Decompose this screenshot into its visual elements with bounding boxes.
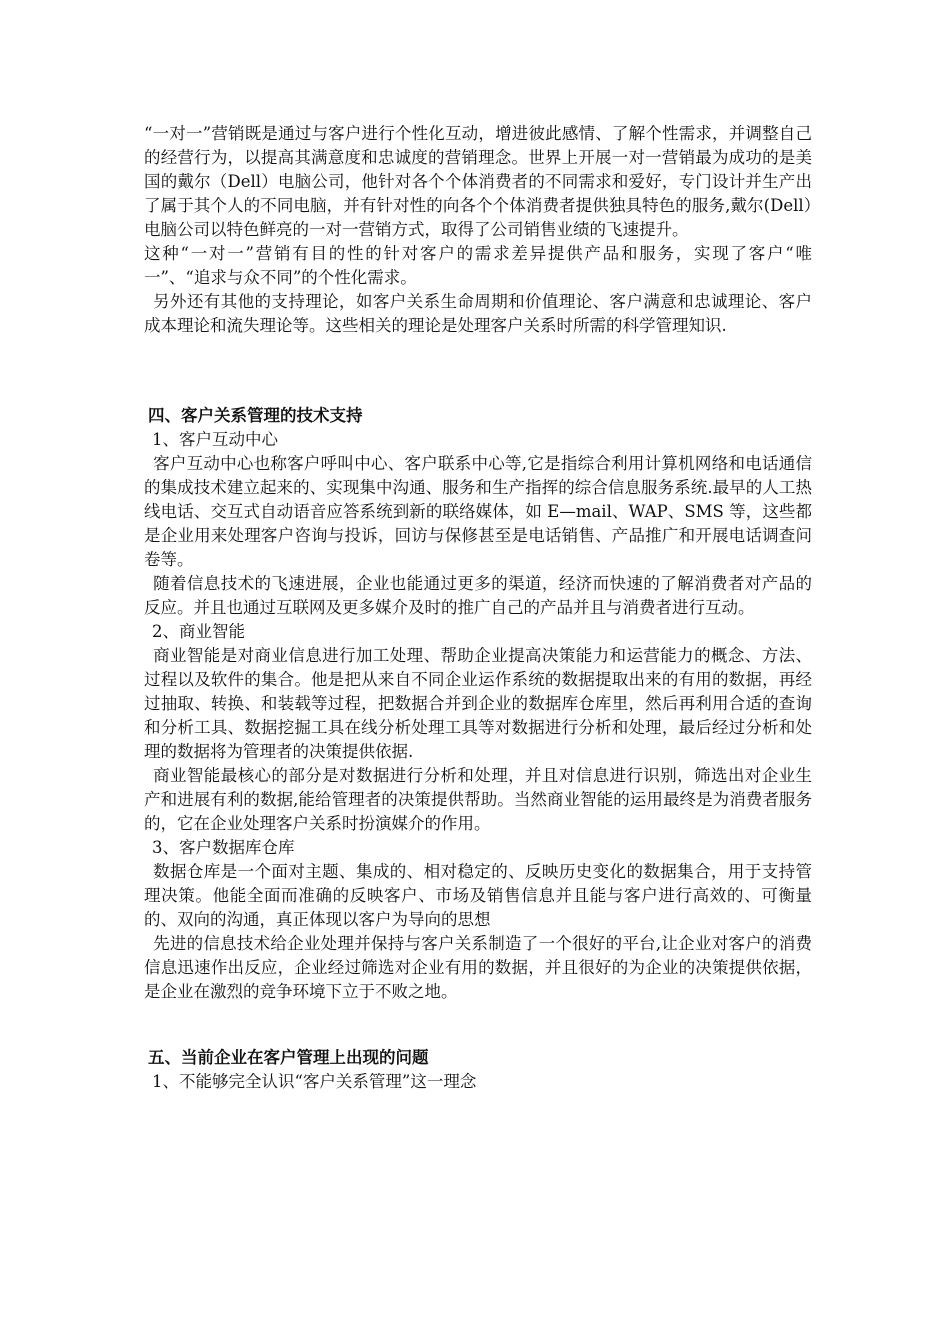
section-4-2-paragraph-1: 商业智能是对商业信息进行加工处理、帮助企业提高决策能力和运营能力的概念、方法、过程以及软件的集合。他是把从来自不同企业运作系统的数据提取出来的有用的数据，再经过抽取、转换、和装载等过程，把数据合并到企业的数据库仓库里，然后再利用合适的查询和分析工具、数据挖掘工具在线分析处理工具等对数据进行分析和处理，最后经过分析和处理的数据将为管理者的决策提供依据. <box>144 646 812 761</box>
section-4-1-title: 1、客户互动中心 <box>152 430 278 449</box>
intro-paragraph-2: 这种“一对一”营销有目的性的针对客户的需求差异提供产品和服务，实现了客户“唯一”、“追求与众不同”的个性化需求。 <box>144 244 812 287</box>
section-4-3-title: 3、客户数据库仓库 <box>152 838 295 857</box>
section-4-3-paragraph-1: 数据仓库是一个面对主题、集成的、相对稳定的、反映历史变化的数据集合，用于支持管理决策。他能全面而准确的反映客户、市场及销售信息并且能与客户进行高效的、可衡量的、双向的沟通，真正体现以客户为导向的思想 <box>144 862 812 929</box>
section-4-2-title: 2、商业智能 <box>152 622 245 641</box>
section-4-1-paragraph-2: 随着信息技术的飞速进展，企业也能通过更多的渠道，经济而快速的了解消费者对产品的反应。并且也通过互联网及更多媒介及时的推广自己的产品并且与消费者进行互动。 <box>144 574 812 617</box>
section-5-heading: 五、当前企业在客户管理上出现的问题 <box>148 1048 429 1067</box>
section-5-1-title: 1、不能够完全认识“客户关系管理”这一理念 <box>152 1072 477 1091</box>
section-4-3-paragraph-2: 先进的信息技术给企业处理并保持与客户关系制造了一个很好的平台,让企业对客户的消费信息迅速作出反应，企业经过筛选对企业有用的数据，并且很好的为企业的决策提供依据，是企业在激烈的竞争环境下立于不败之地。 <box>144 934 812 1001</box>
intro-paragraph-3: 另外还有其他的支持理论，如客户关系生命周期和价值理论、客户满意和忠诚理论、客户成本理论和流失理论等。这些相关的理论是处理客户关系时所需的科学管理知识. <box>144 292 812 335</box>
section-4-heading: 四、客户关系管理的技术支持 <box>148 406 363 425</box>
section-spacer <box>144 338 812 404</box>
intro-paragraph-1: “一对一”营销既是通过与客户进行个性化互动，增进彼此感情、了解个性需求，并调整自己的经营行为，以提高其满意度和忠诚度的营销理念。世界上开展一对一营销最为成功的是美国的戴尔（Dell）电脑公司，他针对各个个体消费者的不同需求和爱好，专门设计并生产出了属于其个人的不同电脑，并有针对性的向各个个体消费者提供独具特色的服务,戴尔(Dell）电脑公司以特色鲜亮的一对一营销方式，取得了公司销售业绩的飞速提升。 <box>144 124 812 239</box>
section-4-1-paragraph-1: 客户互动中心也称客户呼叫中心、客户联系中心等,它是指综合利用计算机网络和电话通信的集成技术建立起来的、实现集中沟通、服务和生产指挥的综合信息服务系统.最早的人工热线电话、交互式自动语音应答系统到新的联络媒体，如 E—mail、WAP、SMS 等，这些都是企业用来处理客户咨询与投诉，回访与保修甚至是电话销售、产品推广和开展电话调查问卷等。 <box>144 454 812 569</box>
document-body <box>144 122 812 1094</box>
section-spacer <box>144 1004 812 1046</box>
section-4-2-paragraph-2: 商业智能最核心的部分是对数据进行分析和处理，并且对信息进行识别，筛选出对企业生产和进展有利的数据,能给管理者的决策提供帮助。当然商业智能的运用最终是为消费者服务的，它在企业处理客户关系时扮演媒介的作用。 <box>144 766 812 833</box>
